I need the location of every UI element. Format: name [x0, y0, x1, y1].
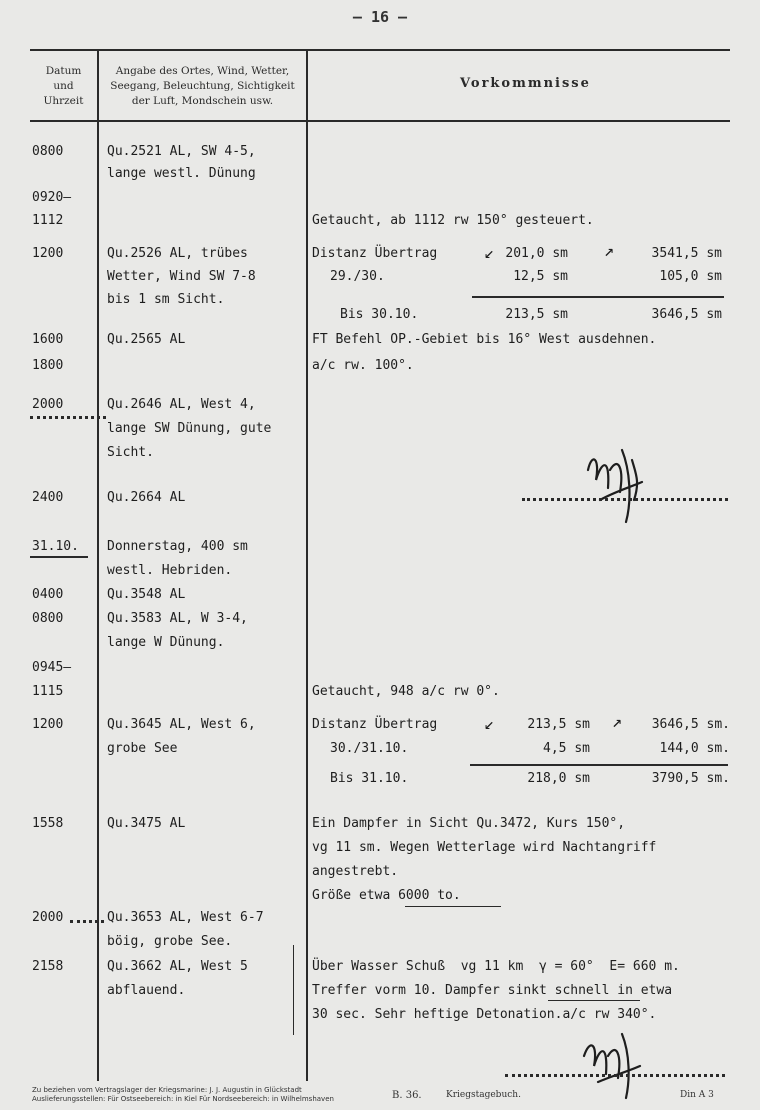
- entry-time: 2000: [32, 397, 64, 412]
- form-title: Kriegstagebuch.: [446, 1090, 521, 1100]
- handwritten-underline: [548, 1000, 640, 1001]
- entry-place: grobe See: [107, 741, 178, 756]
- entry-place: Qu.2521 AL, SW 4-5,: [107, 144, 256, 159]
- entry-event: 30 sec. Sehr heftige Detonation.a/c rw 340°.: [312, 1007, 657, 1022]
- entry-place: Qu.3662 AL, West 5: [107, 959, 248, 974]
- margin-mark: [293, 945, 294, 1035]
- entry-place: böig, grobe See.: [107, 934, 233, 949]
- up-arrow-icon: ↗: [604, 241, 615, 261]
- distance-date: 29./30.: [330, 269, 385, 284]
- entry-event: a/c rw. 100°.: [312, 358, 414, 373]
- distance-value: 105,0 sm: [659, 269, 722, 284]
- entry-time: 0920–: [32, 190, 72, 205]
- entry-event: angestrebt.: [312, 864, 399, 879]
- entry-place: Qu.2664 AL: [107, 490, 186, 505]
- entry-time: 0400: [32, 587, 64, 602]
- entry-time: 1600: [32, 332, 64, 347]
- entry-event: Größe etwa 6000 to.: [312, 888, 461, 903]
- entry-place: Donnerstag, 400 sm: [107, 539, 248, 554]
- distance-label: Distanz Übertrag: [312, 717, 438, 732]
- entry-place: Qu.2565 AL: [107, 332, 186, 347]
- entry-place: bis 1 sm Sicht.: [107, 292, 225, 307]
- dotted-signature-line: [522, 498, 728, 501]
- entry-time: 2158: [32, 959, 64, 974]
- entry-place: Qu.3475 AL: [107, 816, 186, 831]
- entry-place: Sicht.: [107, 445, 154, 460]
- distance-total: 3790,5 sm.: [651, 771, 730, 786]
- entry-time: 1200: [32, 246, 64, 261]
- entry-place: Qu.3645 AL, West 6,: [107, 717, 256, 732]
- dotted-signature-line: [505, 1074, 725, 1077]
- entry-event: Getaucht, ab 1112 rw 150° gesteuert.: [312, 213, 594, 228]
- entry-event: Getaucht, 948 a/c rw 0°.: [312, 684, 500, 699]
- entry-time: 2000: [32, 910, 64, 925]
- entry-place: lange W Dünung.: [107, 635, 225, 650]
- entry-event: FT Befehl OP.-Gebiet bis 16° West ausdehnen.: [312, 332, 657, 347]
- table-top-border: [30, 49, 730, 51]
- entry-event: vg 11 sm. Wegen Wetterlage wird Nachtangriff: [312, 840, 657, 855]
- distance-value: 213,5 sm: [527, 717, 590, 732]
- sum-rule: [470, 764, 728, 766]
- entry-place: abflauend.: [107, 983, 186, 998]
- entry-place: Qu.2646 AL, West 4,: [107, 397, 256, 412]
- up-arrow-icon: ↗: [612, 712, 623, 732]
- entry-place: Qu.2526 AL, trübes: [107, 246, 248, 261]
- entry-time: 0800: [32, 144, 64, 159]
- distance-value: 12,5 sm: [513, 269, 568, 284]
- down-arrow-icon: ↙: [484, 714, 495, 734]
- footer-supplier: Zu beziehen vom Vertragslager der Kriegsmarine: J. J. Augustin in Glückstadt Auslieferungsstellen: Für Ostseebereich: in Kiel Für Nordseebereich: in Wilhelmshaven: [32, 1086, 334, 1103]
- distance-total-label: Bis 30.10.: [340, 307, 419, 322]
- entry-event: Über Wasser Schuß vg 11 km γ = 60° E= 660 m.: [312, 959, 680, 974]
- column-divider-1: [97, 51, 99, 1081]
- header-bottom-border: [30, 120, 730, 122]
- entry-place: Wetter, Wind SW 7-8: [107, 269, 256, 284]
- entry-event: Treffer vorm 10. Dampfer sinkt schnell in etwa: [312, 983, 673, 998]
- entry-time: 1558: [32, 816, 64, 831]
- handwritten-underline: [405, 906, 501, 907]
- entry-time: 1115: [32, 684, 64, 699]
- header-date-time: Datum und Uhrzeit: [43, 65, 84, 107]
- header-occurrences: Vorkommnisse: [460, 76, 591, 91]
- header-location-weather: Angabe des Ortes, Wind, Wetter, Seegang, Beleuchtung, Sichtigkeit der Luft, Mondschein usw.: [110, 65, 295, 107]
- entry-date: 31.10.: [32, 539, 79, 554]
- entry-place: Qu.3653 AL, West 6-7: [107, 910, 264, 925]
- entry-place: lange westl. Dünung: [107, 166, 256, 181]
- distance-value: 3646,5 sm.: [651, 717, 730, 732]
- page-number: – 16 –: [352, 8, 408, 26]
- entry-time: 1112: [32, 213, 64, 228]
- date-underline: [30, 556, 88, 558]
- entry-event: Ein Dampfer in Sicht Qu.3472, Kurs 150°,: [312, 816, 626, 831]
- sum-rule: [472, 296, 724, 298]
- signature-1: [570, 430, 660, 525]
- distance-value: 4,5 sm: [543, 741, 590, 756]
- entry-place: Qu.3548 AL: [107, 587, 186, 602]
- entry-time: 1800: [32, 358, 64, 373]
- dotted-leader: [30, 416, 106, 419]
- distance-value: 201,0 sm: [505, 246, 568, 261]
- distance-total: 218,0 sm: [527, 771, 590, 786]
- distance-total: 213,5 sm: [505, 307, 568, 322]
- dotted-leader: [70, 920, 104, 923]
- entry-place: Qu.3583 AL, W 3-4,: [107, 611, 248, 626]
- distance-total-label: Bis 31.10.: [330, 771, 409, 786]
- column-divider-2: [306, 51, 308, 1081]
- distance-value: 144,0 sm.: [659, 741, 730, 756]
- distance-total: 3646,5 sm: [651, 307, 722, 322]
- entry-time: 0945–: [32, 660, 72, 675]
- entry-place: lange SW Dünung, gute: [107, 421, 272, 436]
- down-arrow-icon: ↙: [484, 243, 495, 263]
- distance-value: 3541,5 sm: [651, 246, 722, 261]
- entry-place: westl. Hebriden.: [107, 563, 233, 578]
- distance-date: 30./31.10.: [330, 741, 409, 756]
- paper-size: Din A 3: [680, 1090, 714, 1100]
- entry-time: 2400: [32, 490, 64, 505]
- form-number: B. 36.: [392, 1090, 422, 1101]
- distance-label: Distanz Übertrag: [312, 246, 438, 261]
- signature-2: [568, 1020, 658, 1100]
- entry-time: 1200: [32, 717, 64, 732]
- entry-time: 0800: [32, 611, 64, 626]
